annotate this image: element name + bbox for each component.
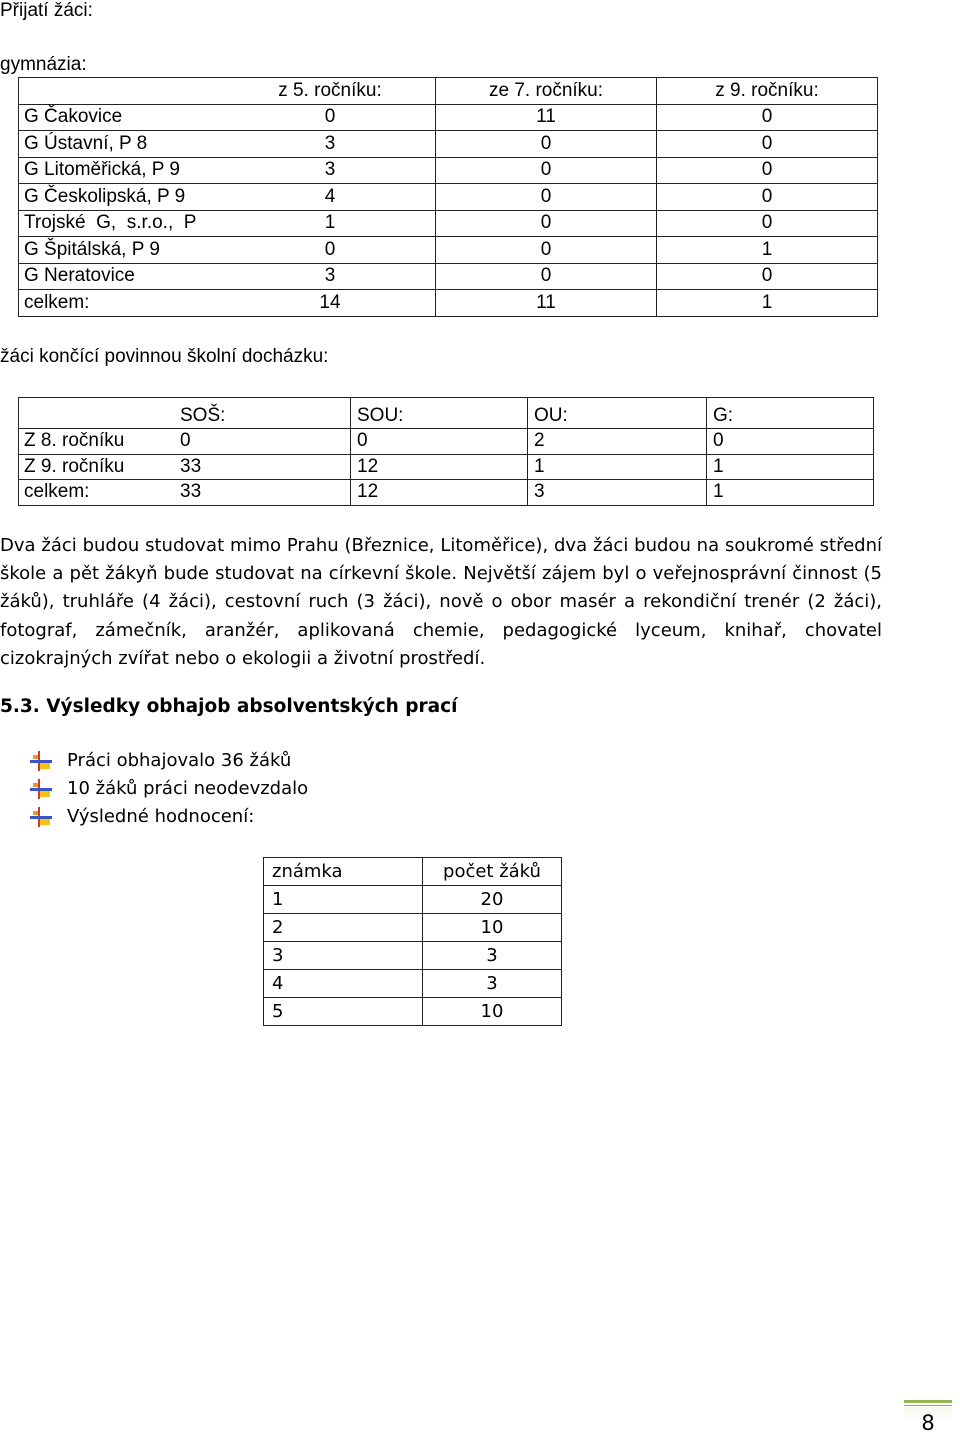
table-cell: 3 (528, 480, 707, 506)
table-cell: 0 (657, 210, 878, 237)
table-row (19, 263, 878, 290)
table-row (19, 157, 878, 184)
table-header-row (19, 398, 874, 429)
table-cell: 12 (351, 480, 528, 506)
table-cell: 0 (657, 104, 878, 131)
table-cell: 0 (657, 184, 878, 211)
table-cell: G Neratovice (19, 263, 225, 290)
table-row (264, 914, 562, 942)
table-cell: 5 (264, 998, 423, 1026)
table-header-cell: z 5. ročníku: (225, 78, 436, 105)
table-cell: 11 (436, 104, 657, 131)
table-cell: 0 (707, 429, 874, 455)
table-cell: 20 (423, 886, 562, 914)
table-row (19, 454, 874, 480)
table-cell: 0 (657, 157, 878, 184)
bullet-marker-icon (30, 807, 52, 827)
table-cell: 12 (351, 454, 528, 480)
table-row (264, 998, 562, 1026)
table-cell: Z 8. ročníku (19, 429, 174, 455)
table-cell: celkem: (19, 480, 174, 506)
table-row (19, 210, 878, 237)
summary-paragraph: Dva žáci budou studovat mimo Prahu (Březnice, Litoměřice), dva žáci budou na soukromé střední škole a pět žákyň bude studovat na církevní škole. Největší zájem byl o veřejnosprávní činnost (5 žáků), truhláře (4 žáci), cestovní ruch (3 žáci), nově o obor masér a rekondiční trenér (2 žáci), fotograf, zámečník, aranžér, aplikovaná chemie, pedagogické lyceum, knihař, chovatel cizokrajných zvířat nebo o ekologii a životní prostředí. (0, 535, 882, 669)
table-header-cell: ze 7. ročníku: (436, 78, 657, 105)
list-item-text: 10 žáků práci neodevzdalo (67, 778, 309, 799)
table-cell: G Čakovice (19, 104, 225, 131)
table-row-total (19, 290, 878, 317)
table-cell: 33 (174, 480, 351, 506)
table-cell: 4 (264, 970, 423, 998)
table-cell: 0 (436, 131, 657, 158)
table-cell: 4 (225, 184, 436, 211)
list-item-text: Práci obhajovalo 36 žáků (67, 750, 292, 771)
koncici-table (18, 397, 874, 506)
table-header-cell: SOŠ: (174, 398, 351, 429)
table-row (264, 942, 562, 970)
table-row (19, 184, 878, 211)
bullet-marker-icon (30, 751, 52, 771)
table-cell: 0 (351, 429, 528, 455)
table-cell: G Ústavní, P 8 (19, 131, 225, 158)
table-cell: 0 (657, 263, 878, 290)
table-cell: 10 (423, 998, 562, 1026)
table-cell: 0 (436, 263, 657, 290)
table-header-row (264, 858, 562, 886)
table-cell: 1 (528, 454, 707, 480)
section-heading: 5.3. Výsledky obhajob absolventských prací (0, 696, 458, 717)
table-cell: 1 (657, 290, 878, 317)
list-item-text: Výsledné hodnocení: (67, 806, 255, 827)
page-number-box (904, 1400, 952, 1444)
table-cell: 3 (225, 263, 436, 290)
table-cell: celkem: (19, 290, 225, 317)
table-cell: 0 (436, 184, 657, 211)
table-cell: 11 (436, 290, 657, 317)
table-header-cell: OU: (528, 398, 707, 429)
table-row (264, 886, 562, 914)
table-header-cell: počet žáků (423, 858, 562, 886)
table-cell: 1 (707, 454, 874, 480)
table-header-cell: G: (707, 398, 874, 429)
table-cell: Trojské G, s.r.o., P (19, 210, 225, 237)
grades-table (263, 857, 562, 1026)
table-cell: 0 (174, 429, 351, 455)
table-cell: 1 (225, 210, 436, 237)
table-cell: 3 (264, 942, 423, 970)
table-header-cell: známka (264, 858, 423, 886)
table-header-cell: z 9. ročníku: (657, 78, 878, 105)
table-row (19, 429, 874, 455)
page-number-bar (904, 1400, 952, 1403)
table-cell: 1 (264, 886, 423, 914)
table-cell: 0 (436, 157, 657, 184)
table-cell: 0 (657, 131, 878, 158)
bullet-marker-icon (30, 779, 52, 799)
koncici-label: žáci končící povinnou školní docházku: (0, 346, 329, 367)
table-cell: 0 (436, 237, 657, 264)
table-cell: 2 (528, 429, 707, 455)
gymnazia-table (18, 77, 878, 317)
page-title: Přijatí žáci: (0, 0, 93, 21)
page-number: 8 (921, 1411, 935, 1435)
table-cell: 0 (436, 210, 657, 237)
table-cell: 3 (225, 131, 436, 158)
table-cell: 33 (174, 454, 351, 480)
table-row (19, 237, 878, 264)
table-header-cell (19, 78, 225, 105)
table-cell: 1 (657, 237, 878, 264)
table-cell: 1 (707, 480, 874, 506)
table-cell: G Litoměřická, P 9 (19, 157, 225, 184)
table-cell: G Českolipská, P 9 (19, 184, 225, 211)
table-cell: 0 (225, 237, 436, 264)
table-cell: 3 (423, 942, 562, 970)
table-row-total (19, 480, 874, 506)
table-cell: 0 (225, 104, 436, 131)
table-cell: 3 (423, 970, 562, 998)
table-cell: Z 9. ročníku (19, 454, 174, 480)
table-cell: 2 (264, 914, 423, 942)
table-row (19, 131, 878, 158)
gymnazia-label: gymnázia: (0, 54, 87, 75)
table-header-cell: SOU: (351, 398, 528, 429)
table-cell: 14 (225, 290, 436, 317)
table-cell: 3 (225, 157, 436, 184)
table-cell: G Špitálská, P 9 (19, 237, 225, 264)
table-header-cell (19, 398, 174, 429)
table-row (19, 104, 878, 131)
table-cell: 10 (423, 914, 562, 942)
table-row (264, 970, 562, 998)
table-header-row (19, 78, 878, 105)
